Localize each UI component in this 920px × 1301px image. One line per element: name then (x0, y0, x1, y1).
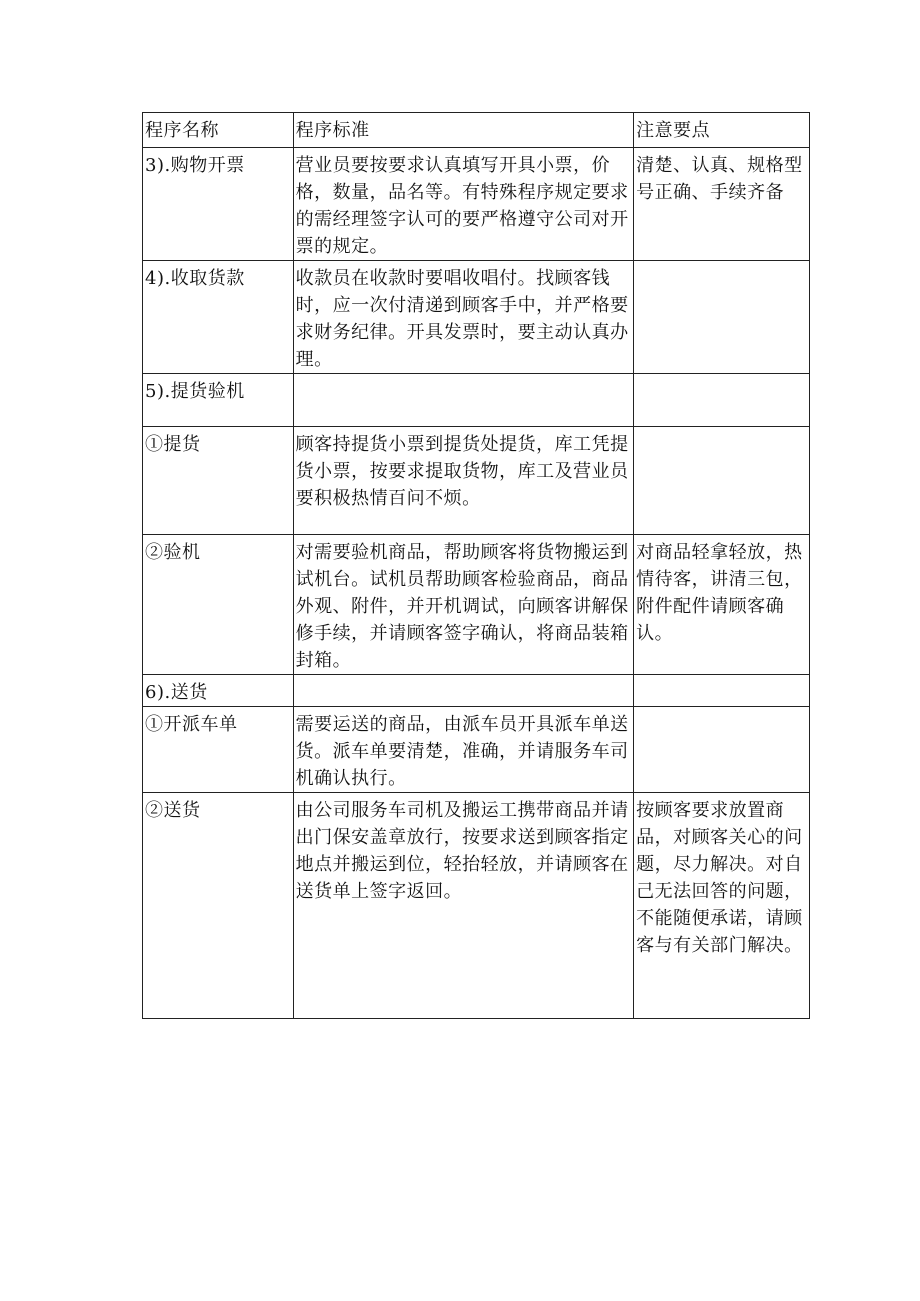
row-name: ①提货 (143, 427, 294, 535)
table-row (143, 261, 810, 374)
row-standard (293, 675, 634, 707)
header-notes: 注意要点 (634, 113, 810, 148)
row-standard: 顾客持提货小票到提货处提货，库工凭提货小票，按要求提取货物，库工及营业员要积极热情百问不烦。 (293, 427, 634, 535)
row-name: ②验机 (143, 535, 294, 675)
row-standard: 对需要验机商品，帮助顾客将货物搬运到试机台。试机员帮助顾客检验商品，商品外观、附件，并开机调试，向顾客讲解保修手续，并请顾客签字确认，将商品装箱封箱。 (293, 535, 634, 675)
procedure-table (142, 112, 810, 1019)
row-name: 4).收取货款 (143, 261, 294, 374)
table-row (143, 675, 810, 707)
header-standard: 程序标准 (293, 113, 634, 148)
row-standard: 营业员要按要求认真填写开具小票，价格，数量，品名等。有特殊程序规定要求的需经理签字认可的要严格遵守公司对开票的规定。 (293, 148, 634, 261)
row-standard: 需要运送的商品，由派车员开具派车单送货。派车单要清楚，准确，并请服务车司机确认执行。 (293, 707, 634, 793)
row-standard (293, 374, 634, 427)
table-row (143, 374, 810, 427)
row-notes (634, 374, 810, 427)
row-name: 6).送货 (143, 675, 294, 707)
row-standard: 由公司服务车司机及搬运工携带商品并请出门保安盖章放行，按要求送到顾客指定地点并搬运到位，轻抬轻放，并请顾客在送货单上签字返回。 (293, 793, 634, 1019)
row-name: 5).提货验机 (143, 374, 294, 427)
row-notes (634, 675, 810, 707)
table-row (143, 707, 810, 793)
row-notes (634, 261, 810, 374)
row-notes (634, 427, 810, 535)
row-notes: 清楚、认真、规格型号正确、手续齐备 (634, 148, 810, 261)
header-name: 程序名称 (143, 113, 294, 148)
row-name: ②送货 (143, 793, 294, 1019)
row-notes: 按顾客要求放置商品，对顾客关心的问题，尽力解决。对自己无法回答的问题，不能随便承诺，请顾客与有关部门解决。 (634, 793, 810, 1019)
row-notes (634, 707, 810, 793)
table-row (143, 427, 810, 535)
table-row (143, 535, 810, 675)
row-name: ①开派车单 (143, 707, 294, 793)
row-standard: 收款员在收款时要唱收唱付。找顾客钱时，应一次付清递到顾客手中，并严格要求财务纪律。开具发票时，要主动认真办理。 (293, 261, 634, 374)
table-row (143, 793, 810, 1019)
row-notes: 对商品轻拿轻放，热情待客，讲清三包，附件配件请顾客确认。 (634, 535, 810, 675)
table-header-row (143, 113, 810, 148)
table-row (143, 148, 810, 261)
row-name: 3).购物开票 (143, 148, 294, 261)
